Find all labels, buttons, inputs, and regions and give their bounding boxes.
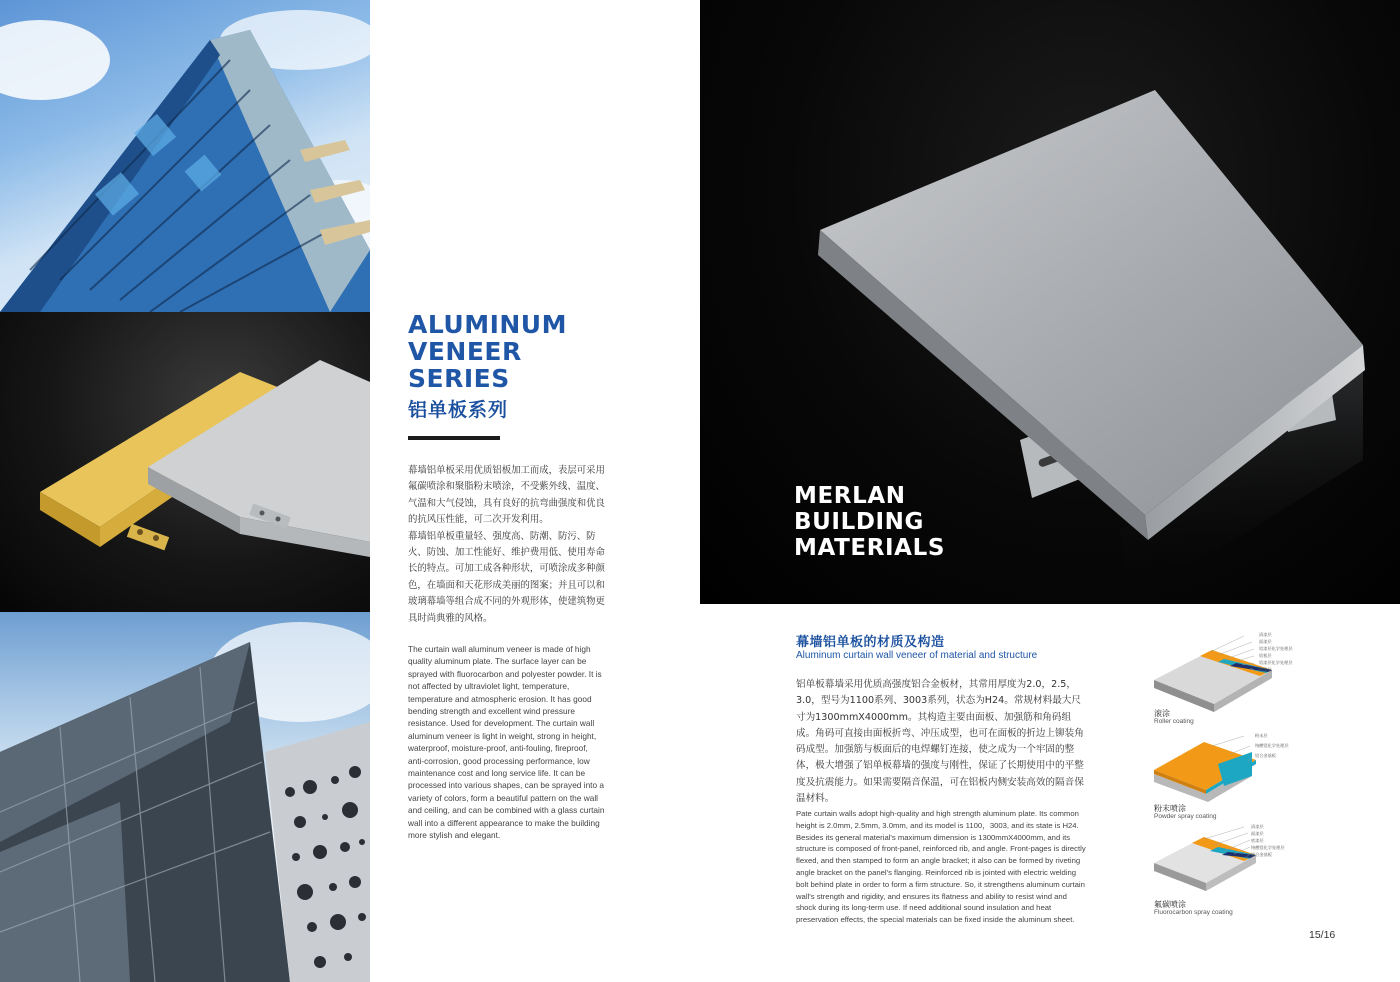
series-description-cn bbox=[408, 463, 606, 627]
brand-line: MATERIALS bbox=[794, 535, 945, 561]
layer-label: 清漆层 bbox=[1259, 632, 1272, 637]
layer-label: 铝漆层化学处理层 bbox=[1259, 660, 1293, 665]
layer-stack-icon bbox=[1152, 823, 1292, 909]
series-title-line: SERIES bbox=[408, 364, 510, 393]
structure-description-cn: 铝单板幕墙采用优质高强度铝合金板材，其常用厚度为2.0，2.5，3.0，型号为1100系列、3003系列，状态为H24。常规材料最大尺寸为1300mmX4000mm。其构造主要由面板、加强筋和角码组成。角码可直接由面板折弯、冲压成型，也可在面板的折边上铆装角码成型。加强筋与板面后的电焊螺钉连接，使之成为一个牢固的整体，极大增强了铝单板幕墙的强度与刚性，保证了长期使用中的平整度及抗震能力。如果需要隔音保温，可在铝板内侧安装高效的隔音保温材料。 bbox=[796, 679, 1084, 805]
panels-illustration bbox=[0, 312, 370, 612]
coating-name-cn: 滚涂 bbox=[1154, 709, 1170, 718]
series-description-en: The curtain wall aluminum veneer is made of high quality aluminum plate. The surface layer can be sprayed with fluorocarbon and polyester powder. It is not affected by ultraviolet light, temperature, temperature and atmospheric erosion. It has good bending strength and excellent wind pressure resistance. Used for development. The curtain wall aluminum veneer is light in weight, strong in height, waterproof, moisture-proof, anti-fouling, fireproof, anti-corrosion, good processing performance, low maintenance cost and long service life. It can be processed into various shapes, can be sprayed into a variety of colors, form a beautiful pattern on the wall and ceiling, and can be combined with a glass curtain wall into a different appearance to make the building more stylish and elegant. bbox=[408, 644, 605, 841]
series-title-line: ALUMINUM bbox=[408, 310, 567, 339]
powder-coating-diagram bbox=[1152, 728, 1292, 814]
layer-label: 铬酸镁化学处理层 bbox=[1255, 743, 1289, 748]
photo-blue-building bbox=[0, 0, 370, 312]
glass-facade-illustration bbox=[0, 612, 370, 982]
layer-label: 铝板层 bbox=[1259, 653, 1272, 658]
title-divider bbox=[408, 436, 500, 440]
series-title-cn: 铝单板系列 bbox=[408, 399, 509, 421]
photo-glass-facade bbox=[0, 612, 370, 982]
layer-label: 面漆层 bbox=[1251, 831, 1264, 836]
coating-name-cn: 氟碳喷涂 bbox=[1154, 900, 1186, 909]
paragraph: 幕墙铝单板采用优质铝板加工而成，表层可采用氟碳喷涂和聚脂粉末喷涂，不受紫外线、温度、气温和大气侵蚀，具有良好的抗弯曲强度和优良的抗风压性能，可二次开发利用。 bbox=[408, 465, 605, 526]
brand-line: BUILDING bbox=[794, 509, 924, 535]
layer-label: 铬酸镁化学处理层 bbox=[1251, 845, 1285, 850]
layer-label: 铝合金基板 bbox=[1255, 753, 1276, 758]
coating-name-en: Powder spray coating bbox=[1154, 813, 1217, 820]
structure-description-en: Pate curtain walls adopt high-quality and high strength aluminum plate. Its common height is 2.0mm, 2.5mm, 3.0mm, and its model is 1100，3003, and its state is H24. Besides its general material's maximum dimension is 1300mmX4000mm, and its structure is composed of front-panel, reinforced rib, and angle. Front-pages is directly flexed, and then stamped to form an angle bracket; it also can be formed by riveting angle bracket on the panel's flanging. Reinforced rib is jointed with electric welding bolt behind plate in order to form a firm structure. So, it strengthens aluminum curtain wall's strength and rigidity, and ensures its flatness and ability to resist wind and shock during its long-term use. If need additional sound insulation and heat preservation effects, the special materials can be fixed inside the aluminum sheet. bbox=[796, 809, 1086, 925]
series-title-en bbox=[408, 311, 628, 392]
section-title-en: Aluminum curtain wall veneer of material and structure bbox=[796, 650, 1038, 661]
layer-label: 底漆层 bbox=[1251, 838, 1264, 843]
layer-label: 面漆层 bbox=[1259, 639, 1272, 644]
series-title-line: VENEER bbox=[408, 337, 522, 366]
section-title-cn: 幕墙铝单板的材质及构造 bbox=[796, 635, 945, 650]
paragraph: 幕墙铝单板重量轻、强度高、防潮、防污、防火、防蚀、加工性能好、维护费用低、使用寿命长的特点。可加工成各种形状，可喷涂成多种颜色，在墙面和天花形成美丽的图案；并且可以和玻璃幕墙等组合成不同的外观形体，使建筑物更具时尚典雅的风格。 bbox=[408, 530, 605, 624]
layer-label: 粉末层 bbox=[1255, 733, 1268, 738]
layer-label: 铝合金基板 bbox=[1251, 852, 1272, 857]
coating-name-en: Fluorocarbon spray coating bbox=[1154, 909, 1233, 916]
layer-label: 清漆层 bbox=[1251, 824, 1264, 829]
layer-label: 铝漆层化学处理层 bbox=[1259, 646, 1293, 651]
layer-label: 底漆层 bbox=[1259, 667, 1272, 672]
brand-line: MERLAN bbox=[794, 483, 906, 509]
page-number: 15/16 bbox=[1309, 929, 1336, 941]
brand-name bbox=[794, 483, 1034, 561]
roller-coating-diagram bbox=[1152, 628, 1292, 714]
fluorocarbon-coating-diagram bbox=[1152, 823, 1292, 909]
coating-name-cn: 粉末喷涂 bbox=[1154, 804, 1186, 813]
photo-aluminum-panels bbox=[0, 312, 370, 612]
building-illustration bbox=[0, 0, 370, 312]
coating-name-en: Roller coating bbox=[1154, 718, 1194, 725]
layer-stack-icon bbox=[1152, 728, 1292, 814]
